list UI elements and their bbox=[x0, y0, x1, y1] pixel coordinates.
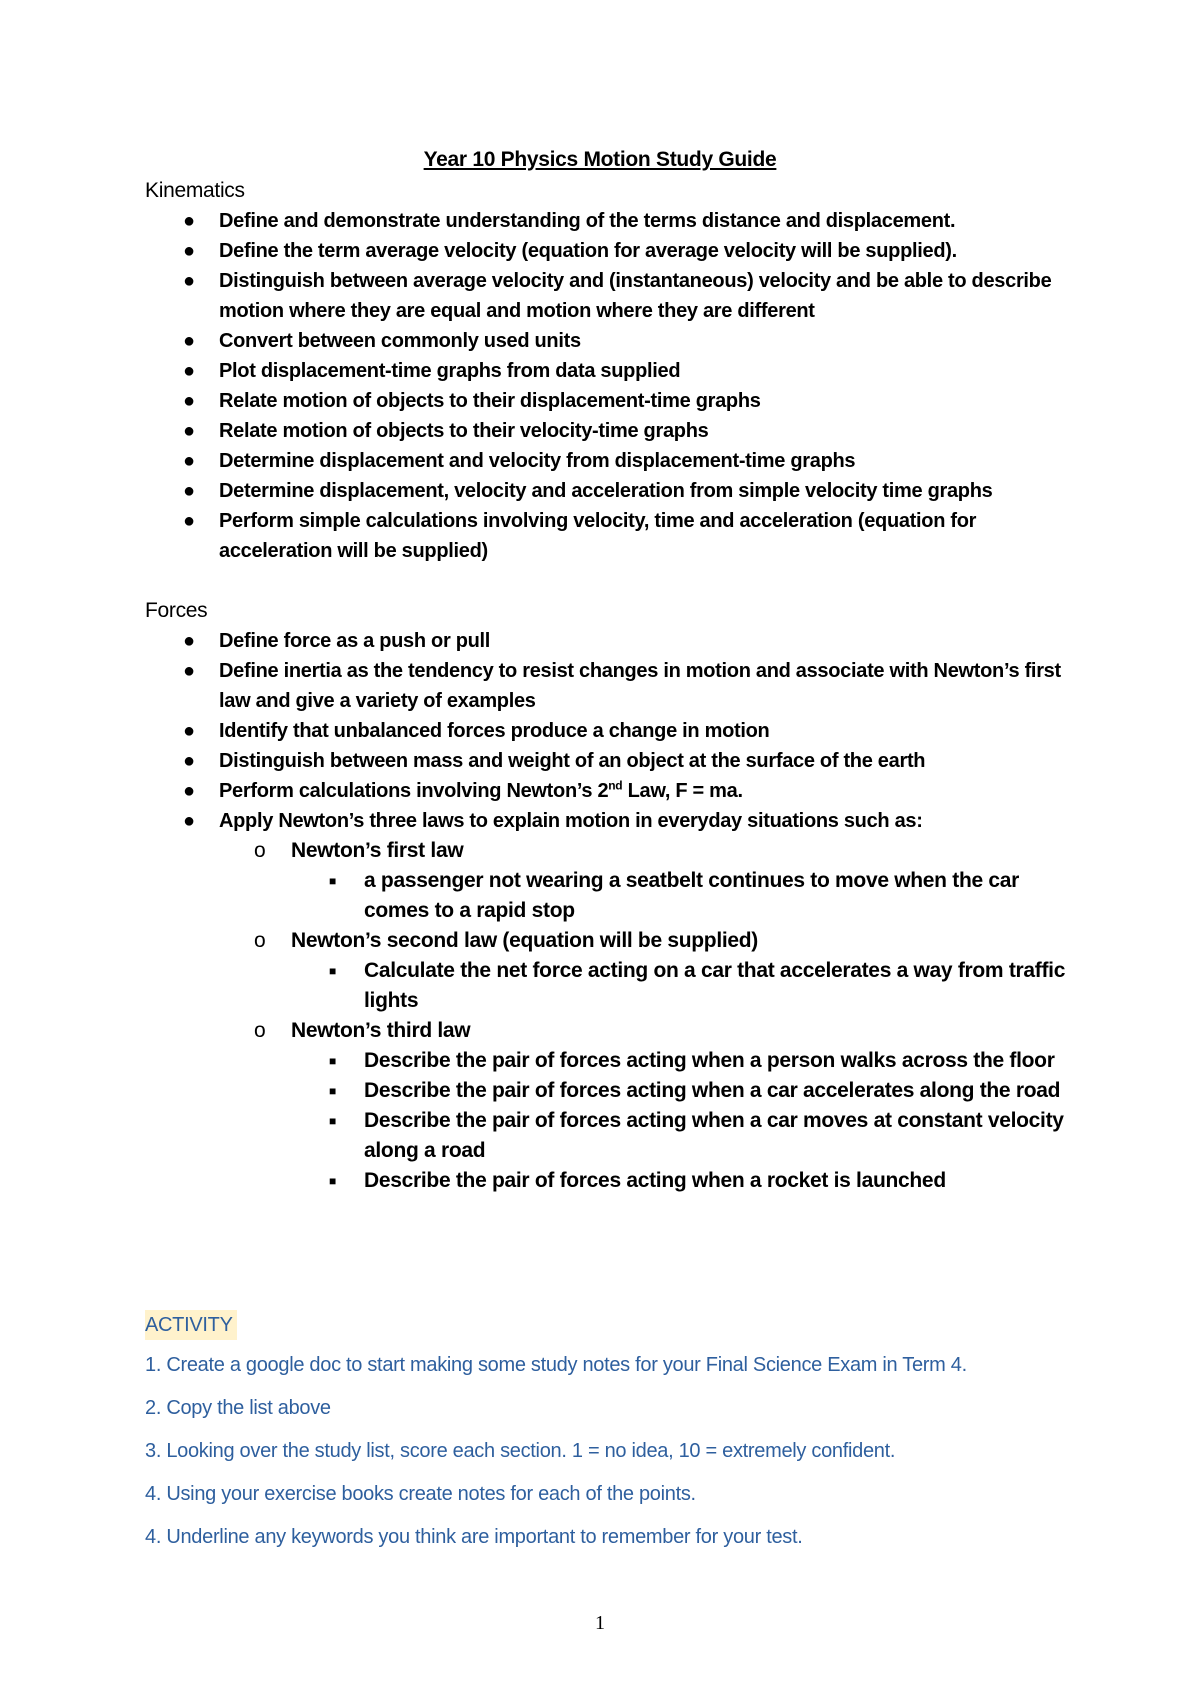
square-bullet-icon: ■ bbox=[329, 1084, 336, 1098]
list-item: ● Plot displacement-time graphs from data supplied bbox=[145, 356, 1075, 386]
bullet-icon: ● bbox=[183, 480, 195, 502]
activity-section bbox=[145, 1310, 1075, 1565]
law-examples-list bbox=[145, 1046, 1075, 1196]
list-item: ● Convert between commonly used units bbox=[145, 326, 1075, 356]
newton-law-item: o Newton’s third law bbox=[145, 1016, 1075, 1046]
list-item: ● Relate motion of objects to their velocity-time graphs bbox=[145, 416, 1075, 446]
list-item: ● Determine displacement, velocity and acceleration from simple velocity time graphs bbox=[145, 476, 1075, 506]
bullet-icon: ● bbox=[183, 720, 195, 742]
bullet-icon: ● bbox=[183, 240, 195, 262]
square-bullet-icon: ■ bbox=[329, 1114, 336, 1128]
list-item: ● Perform simple calculations involving velocity, time and acceleration (equation for acceleration will be supplied) bbox=[145, 506, 1075, 566]
square-bullet-icon: ■ bbox=[329, 1174, 336, 1188]
law-examples-list bbox=[145, 956, 1075, 1016]
newton-law-item: o Newton’s second law (equation will be supplied) bbox=[145, 926, 1075, 956]
kinematics-list bbox=[145, 206, 1075, 566]
bullet-icon: ● bbox=[183, 780, 195, 802]
document-title: Year 10 Physics Motion Study Guide bbox=[423, 148, 777, 171]
example-item: ■ Describe the pair of forces acting when a rocket is launched bbox=[145, 1166, 1075, 1196]
section-spacer bbox=[145, 566, 1075, 596]
list-item: ● Define force as a push or pull bbox=[145, 626, 1075, 656]
list-item: ● Define inertia as the tendency to resist changes in motion and associate with Newton’s first law and give a variety of examples bbox=[145, 656, 1075, 716]
bullet-icon: ● bbox=[183, 420, 195, 442]
bullet-icon: ● bbox=[183, 810, 195, 832]
activity-heading: ACTIVITY bbox=[145, 1310, 237, 1340]
example-item: ■ Describe the pair of forces acting when a car accelerates along the road bbox=[145, 1076, 1075, 1106]
page-number: 1 bbox=[595, 1612, 605, 1634]
square-bullet-icon: ■ bbox=[329, 874, 336, 888]
bullet-icon: ● bbox=[183, 360, 195, 382]
study-guide-content bbox=[145, 176, 1075, 1196]
bullet-icon: ● bbox=[183, 330, 195, 352]
example-item: ■ Calculate the net force acting on a car that accelerates a way from traffic lights bbox=[145, 956, 1075, 1016]
activity-step: 1. Create a google doc to start making some study notes for your Final Science Exam in Term 4. bbox=[145, 1354, 967, 1376]
kinematics-heading: Kinematics bbox=[145, 179, 245, 202]
forces-list bbox=[145, 626, 1075, 836]
newton-laws-list bbox=[145, 1016, 1075, 1046]
newton-law-item: o Newton’s first law bbox=[145, 836, 1075, 866]
bullet-icon: ● bbox=[183, 630, 195, 652]
list-item: ● Identify that unbalanced forces produce a change in motion bbox=[145, 716, 1075, 746]
bullet-icon: ● bbox=[183, 510, 195, 532]
example-item: ■ a passenger not wearing a seatbelt continues to move when the car comes to a rapid stop bbox=[145, 866, 1075, 926]
list-item: ● Define and demonstrate understanding of the terms distance and displacement. bbox=[145, 206, 1075, 236]
activity-step: 4. Using your exercise books create notes for each of the points. bbox=[145, 1483, 696, 1505]
list-item: ● Determine displacement and velocity from displacement-time graphs bbox=[145, 446, 1075, 476]
list-item: ● Perform calculations involving Newton’s 2nd Law, F = ma. bbox=[145, 776, 1075, 806]
bullet-icon: ● bbox=[183, 270, 195, 292]
activity-step: 4. Underline any keywords you think are important to remember for your test. bbox=[145, 1526, 803, 1548]
list-item: ● Apply Newton’s three laws to explain motion in everyday situations such as: bbox=[145, 806, 1075, 836]
circle-bullet-icon: o bbox=[254, 1019, 266, 1042]
bullet-icon: ● bbox=[183, 660, 195, 682]
bullet-icon: ● bbox=[183, 210, 195, 232]
example-item: ■ Describe the pair of forces acting when a person walks across the floor bbox=[145, 1046, 1075, 1076]
list-item: ● Distinguish between mass and weight of an object at the surface of the earth bbox=[145, 746, 1075, 776]
list-item: ● Define the term average velocity (equation for average velocity will be supplied). bbox=[145, 236, 1075, 266]
bullet-icon: ● bbox=[183, 390, 195, 412]
square-bullet-icon: ■ bbox=[329, 1054, 336, 1068]
bullet-icon: ● bbox=[183, 450, 195, 472]
circle-bullet-icon: o bbox=[254, 839, 266, 862]
newton-laws-list bbox=[145, 926, 1075, 956]
example-item: ■ Describe the pair of forces acting when a car moves at constant velocity along a road bbox=[145, 1106, 1075, 1166]
newton-laws-list bbox=[145, 836, 1075, 866]
bullet-icon: ● bbox=[183, 750, 195, 772]
law-examples-list bbox=[145, 866, 1075, 926]
list-item: ● Relate motion of objects to their displacement-time graphs bbox=[145, 386, 1075, 416]
square-bullet-icon: ■ bbox=[329, 964, 336, 978]
activity-step: 2. Copy the list above bbox=[145, 1397, 331, 1419]
activity-step: 3. Looking over the study list, score each section. 1 = no idea, 10 = extremely confident. bbox=[145, 1440, 896, 1462]
forces-heading: Forces bbox=[145, 599, 208, 622]
list-item: ● Distinguish between average velocity and (instantaneous) velocity and be able to describe motion where they are equal and motion where they are different bbox=[145, 266, 1075, 326]
circle-bullet-icon: o bbox=[254, 929, 266, 952]
